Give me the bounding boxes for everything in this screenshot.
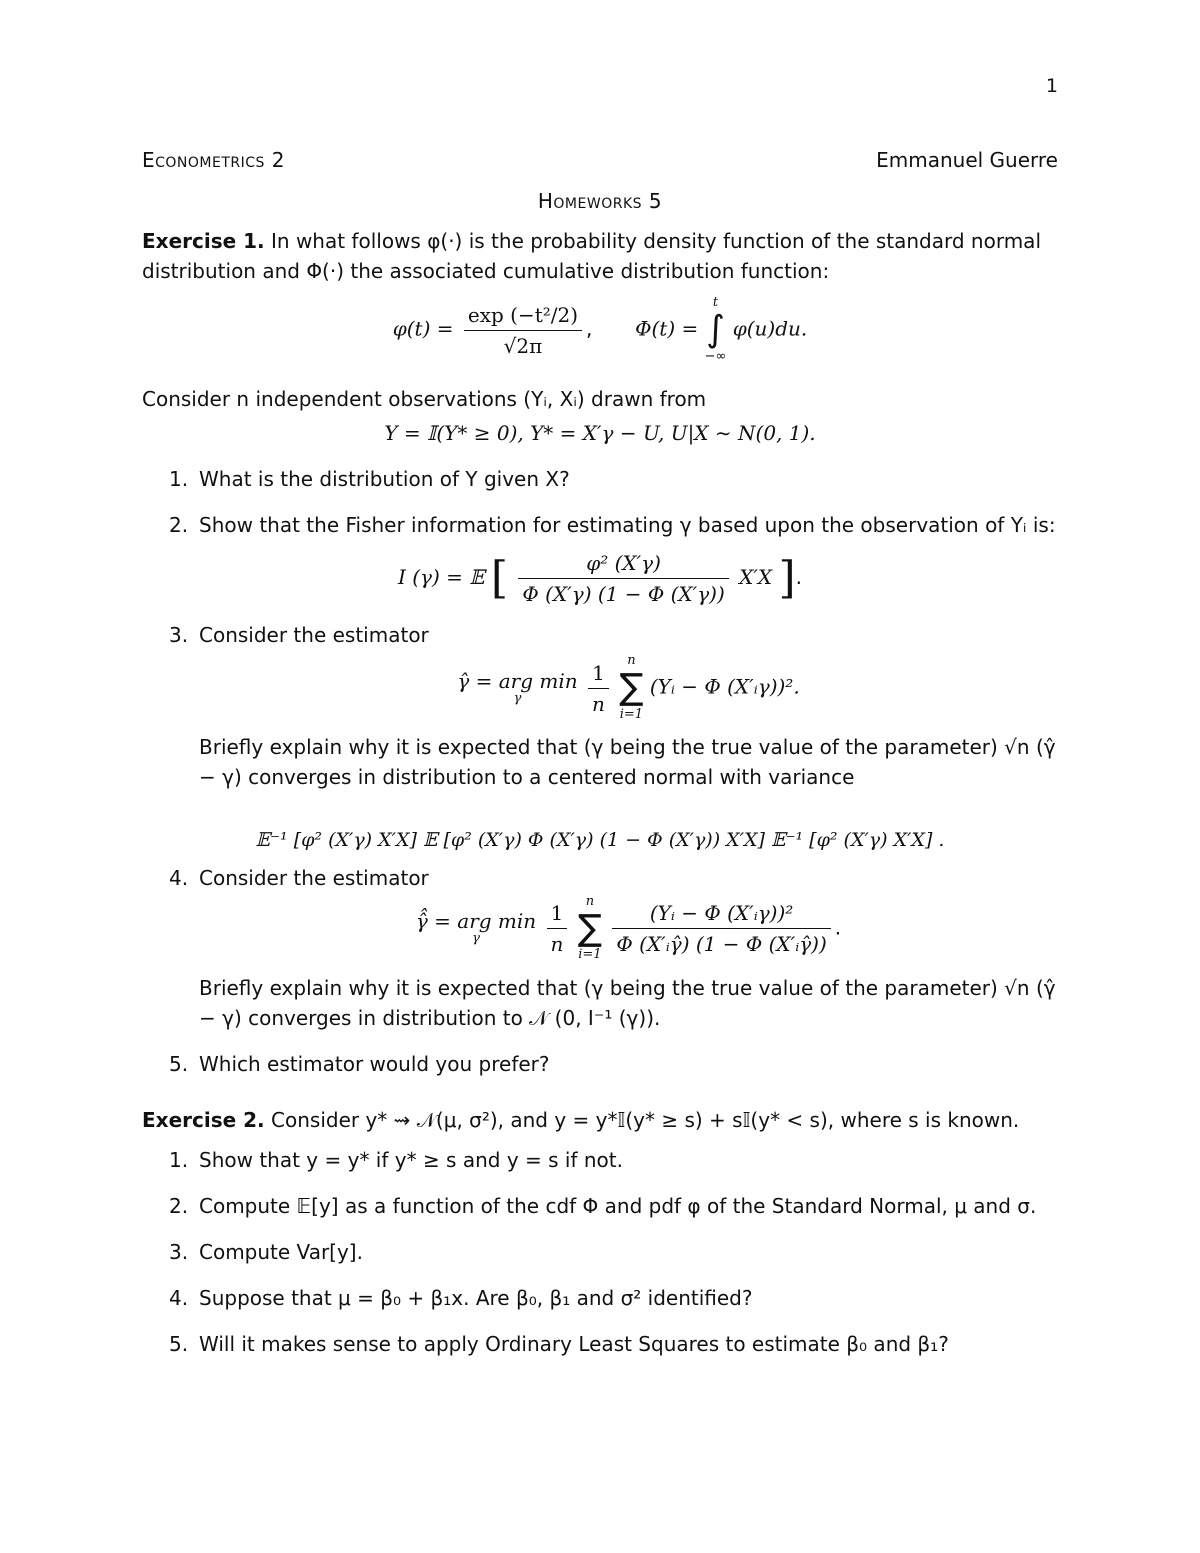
question-text: Consider the estimator: [199, 865, 429, 890]
estimator-lhs: γ̂̂ = arg min: [415, 909, 537, 934]
item-number: 3.: [169, 1239, 189, 1264]
question-text: Compute Var[y].: [199, 1239, 363, 1264]
sum-upper-limit: n: [627, 653, 636, 668]
exercise-1-consider: Consider n independent observations (Yᵢ, Xᵢ) drawn from: [142, 387, 707, 411]
fisher-tail: X′X: [739, 565, 773, 589]
integral-sign-icon: ∫: [706, 309, 725, 351]
fraction-numerator: 1: [547, 898, 568, 929]
density-fraction: [464, 300, 582, 361]
wnls-estimator-equation: γ̂̂ = arg min γ $\frac{1}{n}$ n ∑ i=1 $\frac{\text{(Yᵢ − Φ (X′ᵢγ))²}}{\text{Φ (X′ᵢγ̂) (1 − Φ (X′ᵢγ̂))}}$ .: [415, 893, 842, 963]
question-4-explanation: Briefly explain why it is expected that (γ being the true value of the parameter) √n (γ̂ − γ) converges in distribution to 𝒩 (0, I⁻¹ (γ)).: [199, 975, 1056, 1030]
question-text: Consider the estimator: [199, 623, 429, 647]
item-number: 5.: [169, 1051, 189, 1076]
weighted-numerator: (Yᵢ − Φ (X′ᵢγ))²: [612, 898, 830, 929]
item-number: 5.: [169, 1331, 189, 1356]
question-text: What is the distribution of Y given X?: [199, 467, 570, 491]
cdf-integral: [705, 296, 727, 364]
sigma-icon: ∑: [619, 667, 644, 709]
cdf-lower-limit: −∞: [704, 348, 727, 364]
author-name: Emmanuel Guerre: [876, 148, 1058, 172]
question-text: Will it makes sense to apply Ordinary Least Squares to estimate β₀ and β₁?: [199, 1331, 949, 1356]
exercise-2-question-4: [142, 1283, 1058, 1313]
exercise-1-question-5: [142, 1049, 1058, 1079]
nls-estimator-equation: [199, 654, 1058, 724]
argmin-subscript: γ: [472, 931, 480, 947]
sigma-icon: ∑: [577, 907, 603, 949]
question-text: Suppose that μ = β₀ + β₁x. Are β₀, β₁ and σ² identified?: [199, 1285, 753, 1310]
fisher-information-equation: I (γ) = 𝔼 [ $\frac{\text{φ² (X′γ)}}{\Phi (X'\gamma) (1 - \Phi (X'\gamma))}$ X′X ].: [142, 548, 1058, 612]
estimator-lhs: γ̂ = arg min: [457, 668, 578, 693]
document-body: [142, 226, 1058, 1359]
density-lhs: φ(t) =: [392, 316, 454, 341]
item-number: 3.: [169, 623, 189, 647]
fisher-denominator: Φ (X′γ) (1 − Φ (X′γ)): [522, 582, 725, 606]
fraction-denominator: n: [592, 691, 605, 716]
exercise-1-intro: [142, 226, 1058, 286]
asymptotic-variance-equation: 𝔼⁻¹ [φ² (X′γ) X′X] 𝔼 [φ² (X′γ) Φ (X′γ) (1 − Φ (X′γ)) X′X] 𝔼⁻¹ [φ² (X′γ) X′X] .: [255, 829, 945, 851]
course-name: Econometrics 2: [142, 148, 286, 172]
item-number: 2.: [169, 1193, 189, 1218]
argmin-subscript: γ: [513, 690, 522, 706]
item-number: 1.: [169, 1147, 189, 1172]
fraction-numerator: 1: [588, 658, 609, 689]
fraction-denominator: n: [550, 932, 564, 957]
exercise-1-intro-text: In what follows φ(·) is the probability density function of the standard normal distribution and Φ(·) the associated cumulative distribution function:: [142, 229, 1041, 283]
fisher-lhs: I (γ) = 𝔼: [397, 565, 485, 589]
exercise-1-heading: Exercise 1.: [142, 229, 265, 253]
nls-summand: (Yᵢ − Φ (X′ᵢγ))².: [649, 674, 800, 699]
argmin-operator: [457, 670, 577, 706]
weighted-denominator: Φ (X′ᵢγ̂) (1 − Φ (X′ᵢγ̂)): [616, 932, 827, 957]
one-over-n: [547, 898, 568, 959]
question-text: Which estimator would you prefer?: [199, 1051, 550, 1076]
density-numerator: exp (−t²/2): [464, 300, 582, 331]
sum-lower-limit: i=1: [578, 947, 602, 963]
question-text: Show that the Fisher information for estimating γ based upon the observation of Yᵢ is:: [199, 513, 1056, 537]
cdf-lhs: Φ(t) =: [635, 316, 699, 341]
exercise-2-intro: [142, 1105, 1058, 1135]
weighted-fraction: [612, 898, 830, 959]
exercise-1-question-4: [142, 863, 1058, 1033]
question-text: Show that y = y* if y* ≥ s and y = s if not.: [199, 1147, 623, 1172]
item-number: 4.: [169, 865, 189, 890]
fisher-fraction: [518, 548, 728, 609]
exercise-2-intro-text: Consider y* ⇝ 𝒩(μ, σ²), and y = y*𝕀(y* ≥ s) + s𝕀(y* < s), where s is known.: [271, 1107, 1020, 1132]
item-number: 1.: [169, 467, 189, 491]
density-cdf-equation: φ(t) = $\frac{\text{exp (−t²/2)}}{√2\pi}$ , Φ(t) = t ∫ −∞ φ(u)du.: [392, 295, 808, 364]
item-number: 2.: [169, 513, 189, 537]
question-text: Compute 𝔼[y] as a function of the cdf Φ and pdf φ of the Standard Normal, μ and σ.: [199, 1193, 1037, 1218]
sum-lower-limit: i=1: [619, 706, 644, 722]
sum-operator: [578, 895, 602, 963]
probit-model-equation: Y = 𝕀(Y* ≥ 0), Y* = X′γ − U, U|X ∼ N(0, 1).: [384, 421, 816, 445]
sum-operator: [619, 654, 643, 722]
argmin-operator: [416, 910, 536, 946]
item-number: 4.: [169, 1285, 189, 1310]
sum-upper-limit: n: [585, 893, 595, 909]
exercise-1-question-2: [142, 510, 1058, 612]
exercise-1-question-3: [142, 620, 1058, 855]
question-3-explanation: Briefly explain why it is expected that (γ being the true value of the parameter) √n (γ̂ − γ) converges in distribution to a centered normal with variance: [199, 735, 1056, 789]
exercise-1-question-1: [142, 464, 1058, 494]
exercise-2-question-1: [142, 1145, 1058, 1175]
cdf-integrand: φ(u)du.: [732, 316, 808, 341]
page-title: Homeworks 5: [537, 189, 663, 213]
exercise-2-question-2: [142, 1191, 1058, 1221]
one-over-n: [588, 658, 609, 719]
cdf-upper-limit: t: [712, 295, 719, 310]
exercise-2-heading: Exercise 2.: [142, 1107, 265, 1132]
page-number: 1: [1045, 75, 1058, 97]
exercise-2-question-3: [142, 1237, 1058, 1267]
fisher-numerator: φ² (X′γ): [518, 548, 728, 579]
exercise-2-question-5: [142, 1329, 1058, 1359]
density-denominator: √2π: [503, 333, 543, 358]
